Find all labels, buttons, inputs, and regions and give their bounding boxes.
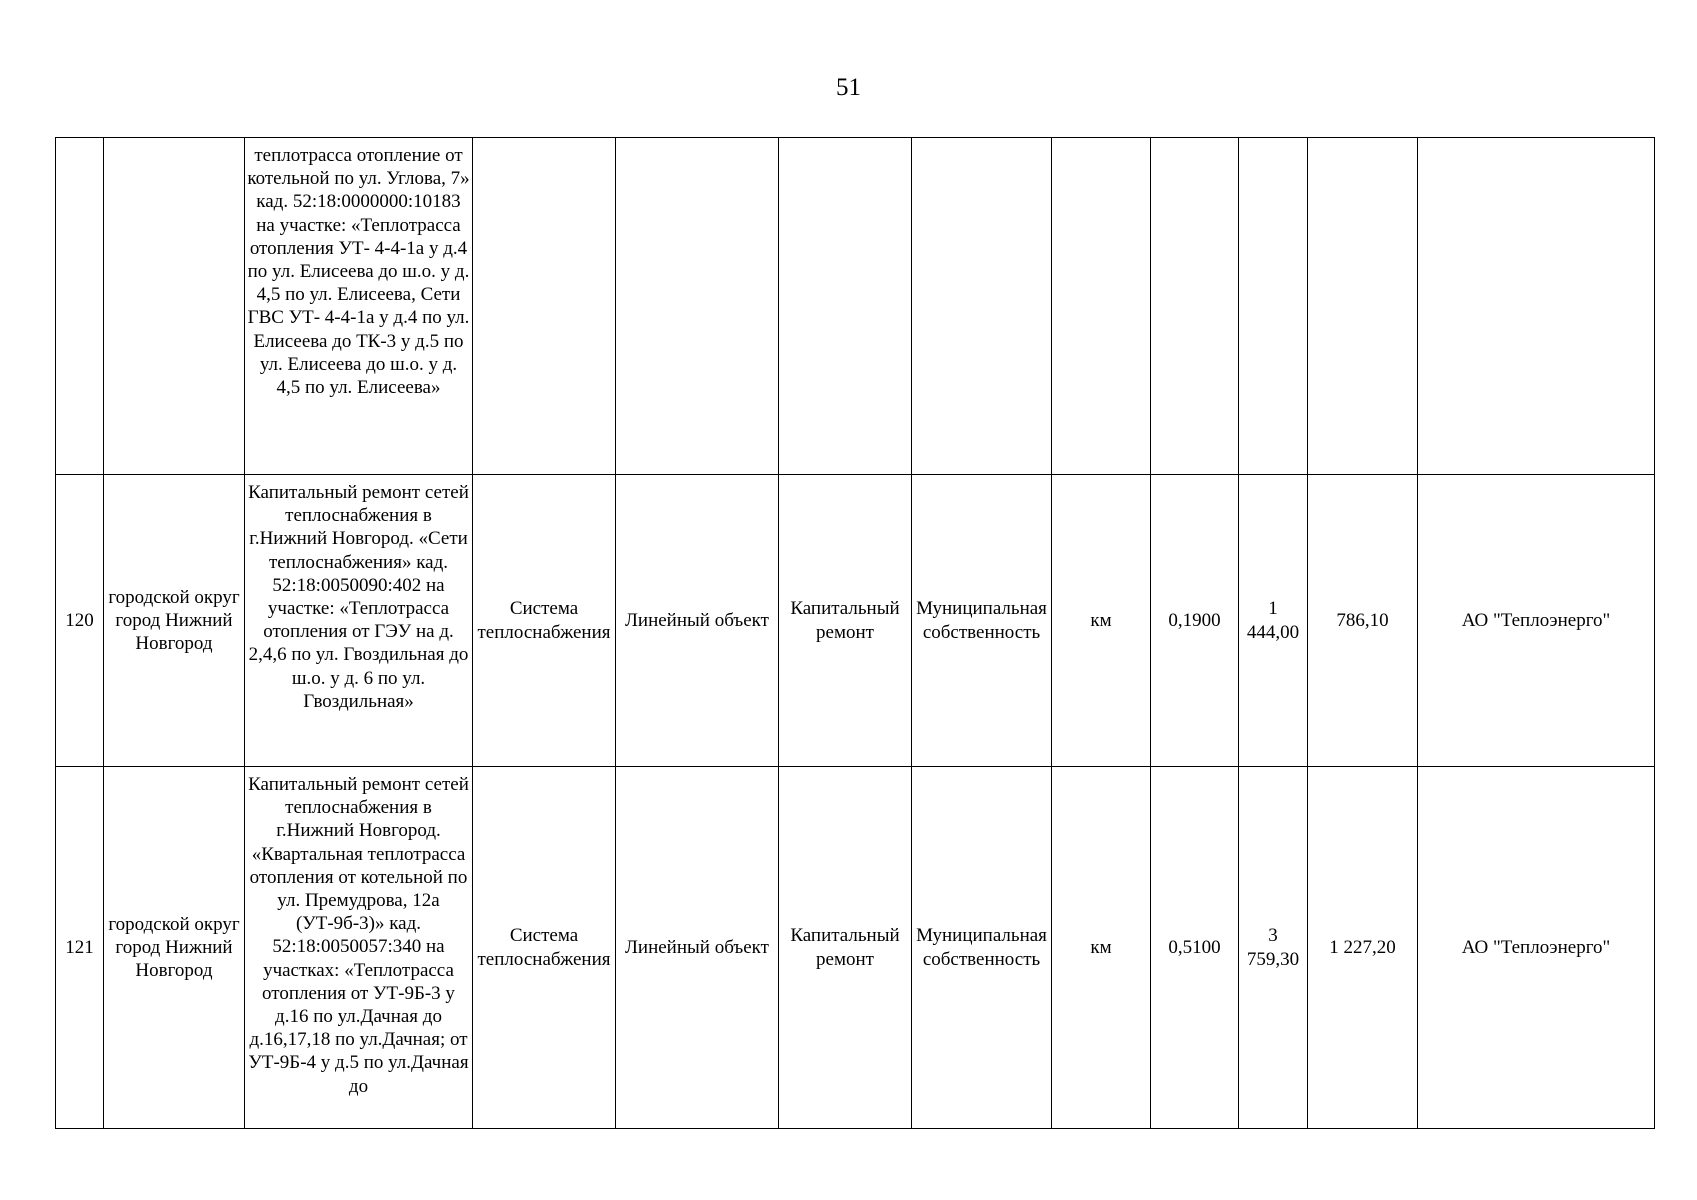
cell-object-type — [616, 138, 779, 475]
cell-work-type: Капитальный ремонт — [779, 475, 912, 767]
cell-system: Система теплоснабжения — [473, 767, 616, 1129]
cell-work-type: Капитальный ремонт — [779, 767, 912, 1129]
cell-ownership: Муниципальная собственность — [912, 767, 1052, 1129]
cell-work-type — [779, 138, 912, 475]
cell-system: Система теплоснабжения — [473, 475, 616, 767]
cell-unit — [1052, 138, 1151, 475]
table-row — [56, 138, 1655, 475]
cell-quantity: 0,1900 — [1151, 475, 1239, 767]
cell-description: Капитальный ремонт сетей теплоснабжения в г.Нижний Новгород. «Квартальная теплотрасса отопления от котельной по ул. Премудрова, 12а (УТ-9б-3)» кад. 52:18:0050057:340 на участках: «Теплотрасса отопления от УТ-9Б-3 у д.16 по ул.Дачная до д.16,17,18 по ул.Дачная; от УТ-9Б-4 у д.5 по ул.Дачная до — [245, 767, 473, 1129]
cell-executor: АО "Теплоэнерго" — [1418, 475, 1655, 767]
cell-ownership — [912, 138, 1052, 475]
cell-municipality: городской округ город Нижний Новгород — [104, 767, 245, 1129]
cell-system — [473, 138, 616, 475]
cell-municipality — [104, 138, 245, 475]
cell-cost2 — [1308, 138, 1418, 475]
page-number: 51 — [836, 74, 861, 101]
cell-quantity — [1151, 138, 1239, 475]
cell-unit: км — [1052, 475, 1151, 767]
cell-cost2: 1 227,20 — [1308, 767, 1418, 1129]
cell-description: Капитальный ремонт сетей теплоснабжения в г.Нижний Новгород. «Сети теплоснабжения» кад. 52:18:0050090:402 на участке: «Теплотрасса отопления от ГЭУ на д. 2,4,6 по ул. Гвоздильная до ш.о. у д. 6 по ул. Гвоздильная» — [245, 475, 473, 767]
cell-cost2: 786,10 — [1308, 475, 1418, 767]
cell-num — [56, 138, 104, 475]
cell-num: 121 — [56, 767, 104, 1129]
cell-cost1 — [1239, 138, 1308, 475]
cell-cost1: 3 759,30 — [1239, 767, 1308, 1129]
cell-quantity: 0,5100 — [1151, 767, 1239, 1129]
cell-cost1: 1 444,00 — [1239, 475, 1308, 767]
cell-ownership: Муниципальная собственность — [912, 475, 1052, 767]
cell-unit: км — [1052, 767, 1151, 1129]
table-row — [56, 475, 1655, 767]
cell-object-type: Линейный объект — [616, 475, 779, 767]
cell-object-type: Линейный объект — [616, 767, 779, 1129]
works-table — [55, 137, 1655, 1129]
table-row — [56, 767, 1655, 1129]
cell-num: 120 — [56, 475, 104, 767]
cell-executor — [1418, 138, 1655, 475]
cell-municipality: городской округ город Нижний Новгород — [104, 475, 245, 767]
cell-description: теплотрасса отопление от котельной по ул. Углова, 7» кад. 52:18:0000000:10183 на участке: «Теплотрасса отопления УТ- 4-4-1а у д.4 по ул. Елисеева до ш.о. у д. 4,5 по ул. Елисеева, Сети ГВС УТ- 4-4-1а у д.4 по ул. Елисеева до ТК-3 у д.5 по ул. Елисеева до ш.о. у д. 4,5 по ул. Елисеева» — [245, 138, 473, 475]
cell-executor: АО "Теплоэнерго" — [1418, 767, 1655, 1129]
